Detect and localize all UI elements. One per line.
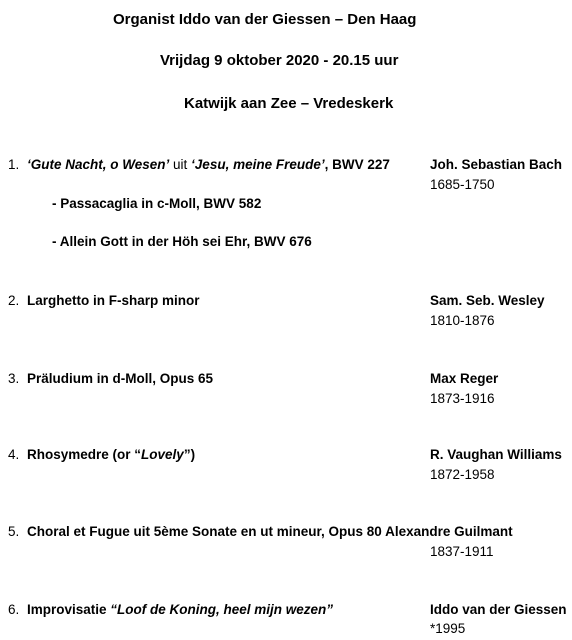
- title-text: ”): [183, 447, 196, 462]
- composer-years: 1873-1916: [430, 391, 495, 406]
- item-title: [27, 157, 390, 172]
- sub-item: - Allein Gott in der Höh sei Ehr, BWV 676: [52, 234, 312, 249]
- composer-years: 1810-1876: [430, 313, 495, 328]
- item-number: 5.: [8, 524, 20, 539]
- item-number: 3.: [8, 371, 20, 386]
- item-title: [27, 447, 195, 462]
- item-number: 2.: [8, 293, 20, 308]
- composer-years: 1872-1958: [430, 467, 495, 482]
- title-suffix: , BWV 227: [324, 157, 390, 172]
- title-italic: Lovely: [141, 447, 184, 462]
- title-italic: “Loof de Koning, heel mijn wezen”: [110, 602, 334, 617]
- item-number: 1.: [8, 157, 20, 172]
- item-number: 4.: [8, 447, 20, 462]
- item-title-and-composer: Choral et Fugue uit 5ème Sonate en ut mineur, Opus 80 Alexandre Guilmant: [27, 524, 513, 539]
- composer-name: Sam. Seb. Wesley: [430, 293, 545, 308]
- header-venue: Katwijk aan Zee – Vredeskerk: [184, 95, 394, 112]
- header-organist: Organist Iddo van der Giessen – Den Haag: [113, 11, 417, 28]
- composer-years: *1995: [430, 621, 466, 636]
- title-italic: ‘Jesu, meine Freude’: [191, 157, 325, 172]
- title-text: Improvisatie: [27, 602, 111, 617]
- composer-name: R. Vaughan Williams: [430, 447, 562, 462]
- sub-item: - Passacaglia in c-Moll, BWV 582: [52, 196, 262, 211]
- item-title: [27, 602, 333, 617]
- composer-years: 1685-1750: [430, 177, 495, 192]
- item-number: 6.: [8, 602, 20, 617]
- title-text: Rhosymedre (or “: [27, 447, 142, 462]
- item-title: Larghetto in F-sharp minor: [27, 293, 200, 308]
- title-connector: uit: [169, 157, 192, 172]
- composer-years: 1837-1911: [430, 544, 494, 559]
- header-date: Vrijdag 9 oktober 2020 - 20.15 uur: [160, 52, 399, 69]
- composer-name: Max Reger: [430, 371, 499, 386]
- composer-name: Joh. Sebastian Bach: [430, 157, 563, 172]
- title-italic: ‘Gute Nacht, o Wesen’: [27, 157, 170, 172]
- composer-name: Iddo van der Giessen: [430, 602, 567, 617]
- item-title: Präludium in d-Moll, Opus 65: [27, 371, 214, 386]
